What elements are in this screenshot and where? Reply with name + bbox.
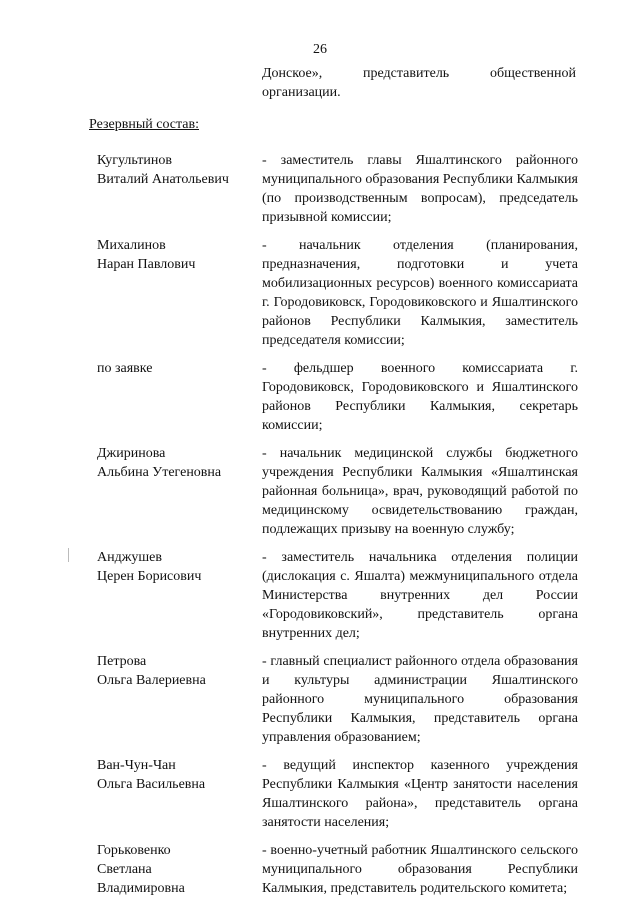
member-name-line: Петрова [97, 654, 147, 669]
member-description: - ведущий инспектор казенного учреждения Республики Калмыкия «Центр занятости населения Яшалтинского района», представитель органа занятости населения; [262, 758, 578, 830]
member-name-line: Ольга Васильевна [97, 777, 206, 792]
margin-mark [68, 548, 69, 562]
member-entry [97, 841, 587, 898]
member-description: - военно-учетный работник Яшалтинского сельского муниципального образования Республики Калмыкия, представитель родительского комитета; [262, 843, 578, 896]
member-description: - начальник отделения (планирования, предназначения, подготовки и учета мобилизационных ресурсов) военного комиссариата г. Городовиковск, Городовиковского и Яшалтинского районов Республики Калмыкия, заместитель председателя комиссии; [262, 238, 578, 348]
page-number: 26 [313, 42, 327, 57]
member-name [97, 652, 262, 747]
member-name [97, 359, 262, 435]
member-name-line: Горьковенко [97, 843, 171, 858]
member-name-line: Виталий Анатольевич [97, 172, 229, 187]
member-name-line: Ольга Валериевна [97, 673, 206, 688]
member-name [97, 444, 262, 539]
member-name-line: Светлана [97, 862, 152, 877]
member-name [97, 548, 262, 643]
member-name-line: Кугультинов [97, 153, 172, 168]
member-name-line: Наран Павлович [97, 257, 196, 272]
continuation-text [262, 64, 576, 102]
member-entry [97, 652, 587, 747]
member-description: - главный специалист районного отдела образования и культуры администрации Яшалтинского районного муниципального образования Республики Калмыкия, представитель органа управления образованием; [262, 654, 578, 745]
member-name-line: Джиринова [97, 446, 166, 461]
member-entry [97, 548, 587, 643]
member-name-line: Михалинов [97, 238, 166, 253]
member-name-line: Церен Борисович [97, 569, 202, 584]
member-description: - заместитель начальника отделения полиции (дислокация с. Яшалта) межмуниципального отдела Министерства внутренних дел России «Городовиковский», представитель органа внутренних дел; [262, 550, 578, 641]
member-entry [97, 444, 587, 539]
member-name [97, 151, 262, 227]
member-name [97, 756, 262, 832]
member-description: - фельдшер военного комиссариата г. Городовиковск, Городовиковского и Яшалтинского районов Республики Калмыкия, секретарь комиссии; [262, 361, 578, 433]
member-name-line: Анджушев [97, 550, 163, 565]
members-list [97, 151, 587, 907]
member-entry [97, 236, 587, 350]
member-entry [97, 359, 587, 435]
member-entry [97, 756, 587, 832]
member-description: - заместитель главы Яшалтинского районного муниципального образования Республики Калмыкия (по производственным вопросам), председатель призывной комиссии; [262, 153, 578, 225]
member-name [97, 236, 262, 350]
member-name-line: по заявке [97, 361, 153, 376]
continuation-line-1: Донское», представитель общественной [262, 66, 576, 81]
member-name-line: Альбина Утегеновна [97, 465, 222, 480]
member-description: - начальник медицинской службы бюджетного учреждения Республики Калмыкия «Яшалтинская районная больница», врач, руководящий работой по медицинскому освидетельствованию граждан, подлежащих призыву на военную службу; [262, 446, 578, 537]
member-entry [97, 151, 587, 227]
reserve-heading: Резервный состав: [89, 117, 200, 132]
member-name-line: Владимировна [97, 881, 185, 896]
member-name [97, 841, 262, 898]
member-name-line: Ван-Чун-Чан [97, 758, 176, 773]
continuation-line-2: организации. [262, 85, 341, 100]
